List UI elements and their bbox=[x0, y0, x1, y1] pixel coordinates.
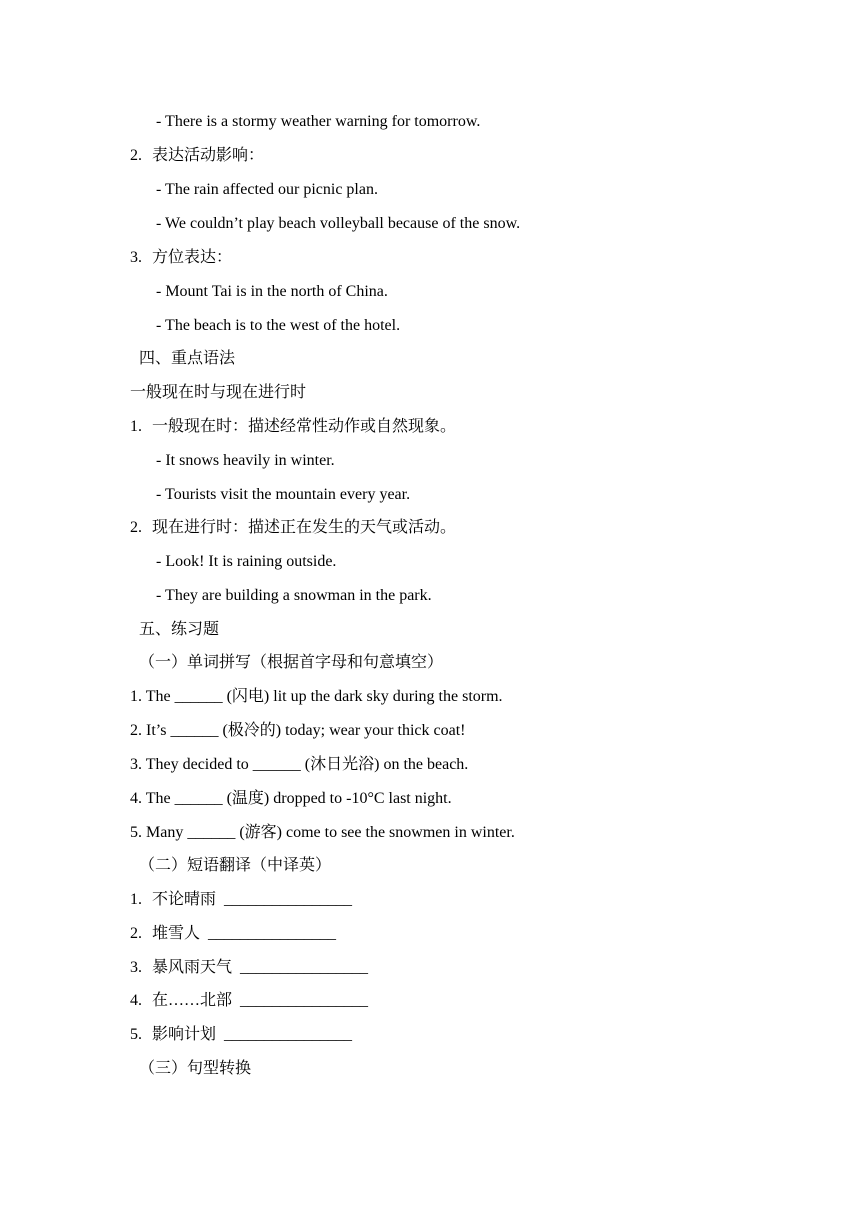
list-item-heading bbox=[130, 417, 456, 437]
exercise-item: 5. Many ______ (游客) come to see the snowmen in winter. bbox=[130, 824, 515, 841]
example-sentence: - The beach is to the west of the hotel. bbox=[156, 317, 401, 334]
part-heading: （三）句型转换 bbox=[139, 1060, 252, 1077]
section-heading: 五、练习题 bbox=[139, 621, 220, 638]
phrase-text: 不论晴雨 bbox=[152, 891, 217, 908]
translation-item bbox=[130, 924, 336, 944]
answer-blank: ________________ bbox=[208, 925, 337, 942]
list-number: 2. bbox=[130, 147, 142, 164]
list-item-title: 表达活动影响： bbox=[152, 147, 265, 164]
exercise-item: 4. The ______ (温度) dropped to -10°C last night. bbox=[130, 790, 452, 807]
list-number: 2. bbox=[130, 519, 142, 536]
example-sentence: - The rain affected our picnic plan. bbox=[156, 181, 378, 198]
list-number: 3. bbox=[130, 249, 142, 266]
list-item-title: 方位表达： bbox=[152, 249, 233, 266]
example-sentence: - They are building a snowman in the park. bbox=[156, 587, 432, 604]
example-sentence: - Tourists visit the mountain every year. bbox=[156, 486, 411, 503]
list-number: 1. bbox=[130, 891, 142, 908]
exercise-item: 2. It’s ______ (极冷的) today; wear your thick coat! bbox=[130, 722, 466, 739]
answer-blank: ________________ bbox=[240, 959, 369, 976]
phrase-text: 影响计划 bbox=[152, 1026, 217, 1043]
list-number: 1. bbox=[130, 418, 142, 435]
translation-item bbox=[130, 958, 368, 978]
translation-item bbox=[130, 1025, 352, 1045]
exercise-item: 1. The ______ (闪电) lit up the dark sky during the storm. bbox=[130, 688, 503, 705]
list-number: 5. bbox=[130, 1026, 142, 1043]
example-sentence: - It snows heavily in winter. bbox=[156, 452, 335, 469]
example-sentence: - There is a stormy weather warning for tomorrow. bbox=[156, 113, 481, 130]
phrase-text: 堆雪人 bbox=[152, 925, 201, 942]
list-item-heading bbox=[130, 518, 456, 538]
answer-blank: ________________ bbox=[224, 891, 353, 908]
example-sentence: - Look! It is raining outside. bbox=[156, 553, 337, 570]
answer-blank: ________________ bbox=[240, 992, 369, 1009]
list-item-heading bbox=[130, 146, 264, 166]
part-heading: （一）单词拼写（根据首字母和句意填空） bbox=[139, 654, 444, 671]
answer-blank: ________________ bbox=[224, 1026, 353, 1043]
translation-item bbox=[130, 991, 368, 1011]
translation-item bbox=[130, 890, 352, 910]
list-number: 4. bbox=[130, 992, 142, 1009]
section-subheading: 一般现在时与现在进行时 bbox=[130, 384, 307, 401]
list-item-heading bbox=[130, 248, 232, 268]
phrase-text: 暴风雨天气 bbox=[152, 959, 233, 976]
list-item-title: 现在进行时：描述正在发生的天气或活动。 bbox=[152, 519, 457, 536]
list-number: 3. bbox=[130, 959, 142, 976]
exercise-item: 3. They decided to ______ (沐日光浴) on the beach. bbox=[130, 756, 469, 773]
example-sentence: - Mount Tai is in the north of China. bbox=[156, 283, 388, 300]
list-number: 2. bbox=[130, 925, 142, 942]
part-heading: （二）短语翻译（中译英） bbox=[139, 857, 332, 874]
example-sentence: - We couldn’t play beach volleyball because of the snow. bbox=[156, 215, 521, 232]
section-heading: 四、重点语法 bbox=[139, 350, 236, 367]
list-item-title: 一般现在时：描述经常性动作或自然现象。 bbox=[152, 418, 457, 435]
phrase-text: 在……北部 bbox=[152, 992, 233, 1009]
